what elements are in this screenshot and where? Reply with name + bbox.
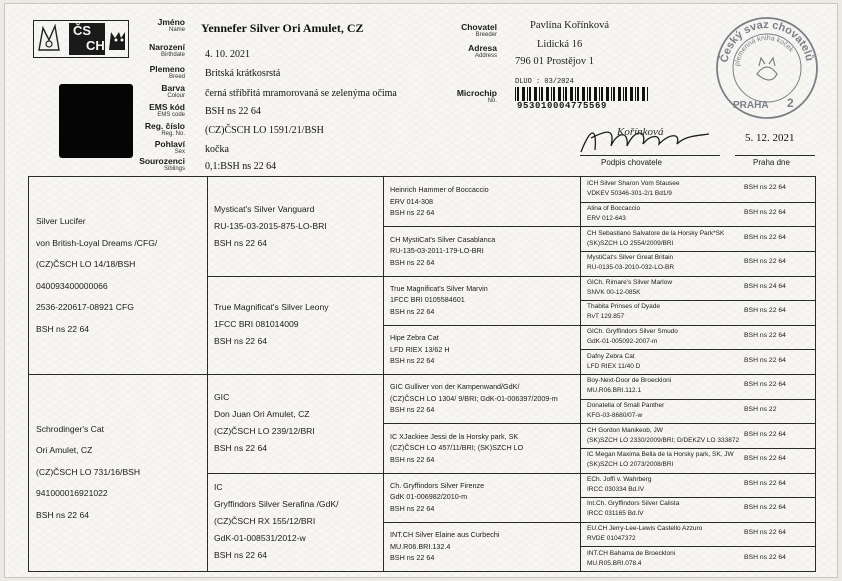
- ancestor-gen4-ems: BSH ns 22 64: [744, 504, 786, 512]
- ancestor-line: BSH ns 22 64: [214, 237, 268, 248]
- ancestor-gen4-ems: BSH ns 22 64: [744, 529, 786, 537]
- ancestor-line: BSH ns 22 64: [390, 454, 435, 464]
- organization-logo: [33, 20, 129, 58]
- microchip-label: Microchip No.: [456, 88, 497, 104]
- ancestor-gen4-6: [587, 302, 660, 322]
- ancestor-gen4-4: [587, 253, 674, 273]
- row-divider-gen4-13: [580, 497, 815, 498]
- row-divider-gen4-12: [580, 473, 815, 474]
- ancestor-line: RvT 129.857: [587, 313, 625, 321]
- ancestor-line: ICH Silver Sharon Vom Stausee: [587, 180, 680, 188]
- ancestor-line: Mysticat's Silver Vanguard: [214, 203, 315, 214]
- ancestor-line: INT.CH Bahama de Broeckloni: [587, 549, 676, 557]
- ancestor-line: (CZ)ČSCH LO 14/18/BSH: [36, 259, 136, 269]
- ancestor-gen1-2: [36, 419, 140, 527]
- row-divider-gen4-1: [580, 202, 815, 203]
- ancestor-line: BSH ns 22 64: [36, 323, 90, 334]
- address-label: Adresa Address: [468, 43, 497, 59]
- ancestor-line: 040093400000066: [36, 280, 108, 291]
- ancestor-line: CH Sebastiano Salvatore de la Horsky Park*SK: [587, 229, 725, 237]
- ancestor-gen4-11: [587, 426, 739, 446]
- ancestor-gen4-ems: BSH ns 22 64: [744, 184, 786, 192]
- date-underline: [735, 155, 815, 156]
- ancestor-line: Ch. Gryffindors Silver Firenze: [390, 480, 485, 490]
- ancestor-line: Hipe Zebra Cat: [390, 333, 439, 343]
- ancestor-line: BSH ns 22 64: [390, 553, 435, 563]
- ancestor-gen4-ems: BSH ns 22 64: [744, 479, 786, 487]
- ancestor-line: GIC Gulliver von der Kampenwand/GdK/: [390, 382, 520, 392]
- cat-name: Yennefer Silver Ori Amulet, CZ: [201, 21, 364, 35]
- ancestor-line: MU.R06.BRI.132.4: [390, 541, 451, 551]
- name-label: Jméno Name: [157, 17, 185, 33]
- ancestor-gen4-15: [587, 524, 702, 544]
- ancestor-line: MU.R05.BRI.078.4: [587, 559, 642, 567]
- row-divider-gen4-6: [580, 325, 815, 326]
- ancestor-line: IC XJackiee Jessi de la Horsky park, SK: [390, 431, 519, 441]
- svg-text:plemenná kniha koček: plemenná kniha koček: [734, 34, 795, 67]
- logo-text-right: CH: [86, 38, 105, 53]
- ancestor-gen2-1: [214, 201, 327, 252]
- ancestor-line: 1FCC BRI 0105584601: [390, 295, 465, 305]
- cat-sex: kočka: [205, 144, 229, 155]
- row-divider-gen4-5: [580, 300, 815, 301]
- ancestor-gen4-1: [587, 179, 680, 199]
- ancestor-gen4-14: [587, 499, 679, 519]
- birthdate-label: Narození Birthdate: [149, 42, 185, 58]
- ancestor-gen3-4: [390, 332, 450, 367]
- ancestor-line: 1FCC BRI 081014009: [214, 319, 299, 330]
- ancestor-line: IC: [214, 482, 223, 493]
- barcode-icon: [513, 87, 653, 101]
- signature-name-text: Kořínková: [617, 126, 664, 138]
- ancestor-line: LFD RIEX 13/62 H: [390, 344, 450, 354]
- ancestor-line: BSH ns 22 64: [214, 550, 268, 561]
- ancestor-gen4-ems: BSH ns 22 64: [744, 307, 786, 315]
- ancestor-line: Schrodinger's Cat: [36, 423, 105, 434]
- ems-label: EMS kód EMS code: [149, 102, 185, 118]
- ancestor-line: RU-135-03-2011-179-LO-BRI: [390, 246, 484, 256]
- ancestor-line: 941000016921022: [36, 488, 108, 499]
- row-divider-gen4-3: [580, 251, 815, 252]
- ancestor-line: Int.Ch. Gryffindors Silver Calista: [587, 500, 680, 508]
- ancestor-gen2-4: [214, 479, 339, 564]
- ancestor-line: Alina of Boccaccio: [587, 204, 641, 212]
- ancestor-line: MU.R06.BRI.112.1: [587, 387, 642, 395]
- row-divider-gen4-8: [580, 374, 815, 375]
- ancestor-line: Donatella of Small Panther: [587, 401, 665, 409]
- ancestor-gen4-3: [587, 229, 724, 249]
- ancestor-gen3-5: [390, 381, 558, 416]
- breeder-address-line1: Lidická 16: [537, 39, 583, 50]
- ancestor-line: CH MystiCat's Silver Casablanca: [390, 234, 496, 244]
- breeder-address-line2: 796 01 Prostějov 1: [515, 56, 595, 67]
- ancestor-gen4-5: [587, 278, 672, 298]
- ancestor-gen2-3: [214, 389, 315, 457]
- ancestor-line: Boy-Next-Door de Broeckloni: [587, 377, 672, 385]
- ancestor-line: (CZ)ČSCH LO 457/11/BRI; (SK)SZCH LO: [390, 443, 524, 453]
- ancestor-gen4-ems: BSH ns 22 64: [744, 258, 786, 266]
- ancestor-line: GICh. Gryffindors Silver Smudo: [587, 328, 678, 336]
- ancestor-gen4-ems: BSH ns 22 64: [744, 430, 786, 438]
- sex-label: Pohlaví Sex: [154, 139, 185, 155]
- ancestor-line: EU.CH Jerry-Lee-Lewis Castello Azzuro: [587, 525, 703, 533]
- ancestor-line: IRCC 031165 Bd.IV: [587, 510, 644, 518]
- reg-label: Reg. číslo Reg. No.: [144, 121, 185, 137]
- row-divider-gen4-7: [580, 349, 815, 350]
- ancestor-line: (CZ)ČSCH LO 1304/ 9/BRI; GdK-01-006397/2009-m: [390, 393, 558, 403]
- breeder-label: Chovatel Breeder: [461, 22, 497, 38]
- ancestor-line: BSH ns 22 64: [390, 356, 435, 366]
- cat-breed: Britská krátkosrstá: [205, 68, 281, 79]
- ancestor-gen4-13: [587, 475, 652, 495]
- ancestor-gen3-7: [390, 480, 484, 515]
- stamp-city: PRAHA: [733, 100, 769, 111]
- ancestor-gen4-ems: BSH ns 22: [744, 405, 777, 413]
- row-divider-gen4-2: [580, 226, 815, 227]
- ancestor-line: IC Megan Maxima Bella de la Horsky park, SK, JW: [587, 451, 734, 459]
- ancestor-line: BSH ns 22 64: [390, 257, 435, 267]
- pedigree-certificate: [4, 3, 838, 578]
- ancestor-line: (CZ)ČSCH LO 239/12/BRI: [214, 426, 315, 437]
- microchip-sticker: [513, 78, 655, 112]
- cat-reg-number: (CZ)ČSCH LO 1591/21/BSH: [205, 125, 324, 136]
- ancestor-line: Heinrich Hammer of Boccaccio: [390, 185, 489, 195]
- ancestor-line: RU-135-03-2015-875-LO-BRI: [214, 220, 327, 231]
- ancestor-line: (CZ)ČSCH RX 155/12/BRI: [214, 516, 316, 527]
- microchip-number: 953010004775569: [517, 101, 608, 111]
- ancestor-gen4-10: [587, 401, 664, 421]
- row-divider-gen4-9: [580, 399, 815, 400]
- cat-ems: BSH ns 22 64: [205, 106, 261, 117]
- cat-siblings: 0,1:BSH ns 22 64: [205, 161, 277, 172]
- row-divider-gen4-15: [580, 546, 815, 547]
- colour-label: Barva Colour: [161, 83, 185, 99]
- ancestor-line: GICh. Rimare's Silver Marlow: [587, 278, 673, 286]
- ancestor-line: BSH ns 22 64: [390, 503, 435, 513]
- ancestor-line: Silver Lucifer: [36, 216, 86, 226]
- ancestor-line: BSH ns 22 64: [214, 443, 268, 454]
- ancestor-gen4-ems: BSH ns 22 64: [744, 332, 786, 340]
- breed-label: Plemeno Breed: [149, 64, 185, 80]
- ancestor-line: BSH ns 22 64: [390, 405, 435, 415]
- ancestor-line: Thabita Prinses of Dyade: [587, 303, 660, 311]
- ancestor-line: GdK-01-005092-2007-m: [587, 338, 658, 346]
- signature-underline: [580, 155, 720, 156]
- ancestor-line: KFG-03-8680/07-w: [587, 411, 643, 419]
- ancestor-gen4-ems: BSH ns 22 64: [744, 553, 786, 561]
- signature-caption: Podpis chovatele: [601, 158, 662, 167]
- ancestor-gen4-7: [587, 327, 678, 347]
- ancestor-gen3-2: [390, 234, 495, 269]
- official-stamp: [713, 14, 821, 122]
- ancestor-line: Don Juan Ori Amulet, CZ: [214, 409, 310, 420]
- ancestor-line: MystiCat's Silver Great Britain: [587, 254, 674, 262]
- ancestor-line: Dafny Zebra Cat: [587, 352, 635, 360]
- ancestor-line: CH Gordon Manikeob, JW: [587, 426, 663, 434]
- ancestor-line: (CZ)ČSCH LO 731/16/BSH: [36, 466, 141, 477]
- ancestor-line: (SK)SZCH LO 2073/2008/BRI: [587, 461, 674, 469]
- logo-text-left: ČS: [73, 23, 92, 38]
- stamp-number: 2: [787, 96, 794, 110]
- ancestor-line: VDKEV 50346-301-2/1 Bd1/9: [587, 190, 672, 198]
- ancestor-gen4-ems: BSH ns 22 64: [744, 381, 786, 389]
- ancestor-line: Gryffindors Silver Serafina /GdK/: [214, 499, 339, 510]
- ancestor-line: IRCC 030334 Bd.IV: [587, 485, 645, 493]
- breeder-signature: [577, 122, 717, 158]
- row-divider-gen4-4: [580, 276, 815, 277]
- ancestor-line: BSH ns 22 64: [390, 208, 435, 218]
- place-caption: Praha dne: [753, 158, 790, 167]
- cat-colour: černá stříbřitá mramorovaná se zelenýma očima: [205, 88, 397, 99]
- ancestor-gen3-6: [390, 431, 523, 466]
- ancestor-line: True Magnificat's Silver Leony: [214, 302, 329, 313]
- ancestor-line: GIC: [214, 392, 230, 403]
- siblings-label: Sourozenci Siblings: [139, 156, 185, 172]
- ancestor-gen3-8: [390, 529, 499, 564]
- row-divider-gen4-10: [580, 423, 815, 424]
- svg-text:Český svaz chovatelů: Český svaz chovatelů: [718, 18, 816, 64]
- ancestor-line: ERV 012-643: [587, 214, 626, 222]
- ancestor-gen4-ems: BSH ns 22 64: [744, 356, 786, 364]
- ancestor-line: (SK)SZCH LO 2330/2009/BRI; D/DEKZV LO 333872: [587, 436, 740, 444]
- ancestor-line: RVDE 01047372: [587, 535, 636, 543]
- ancestor-gen4-ems: BSH ns 22 64: [744, 208, 786, 216]
- ancestor-line: GdK-01-008531/2012-w: [214, 533, 306, 544]
- ancestor-line: LFD RIEX 11/40 D: [587, 362, 641, 370]
- ancestor-line: ERV 014-308: [390, 196, 434, 206]
- ancestor-line: BSH ns 22 64: [390, 306, 435, 316]
- ancestor-line: Ori Amulet, CZ: [36, 445, 93, 456]
- issue-date: 5. 12. 2021: [745, 132, 795, 144]
- ancestor-gen3-3: [390, 283, 488, 318]
- ancestor-gen3-1: [390, 184, 489, 219]
- row-divider-gen4-11: [580, 448, 815, 449]
- ancestor-line: BSH ns 22 64: [36, 509, 90, 520]
- cat-birthdate: 4. 10. 2021: [205, 49, 250, 60]
- ancestor-line: SNVK 00-12-085K: [587, 288, 641, 296]
- ancestor-line: GdK 01-006982/2010-m: [390, 492, 468, 502]
- ancestor-line: BSH ns 22 64: [214, 336, 268, 347]
- ancestor-line: INT.CH Silver Elaine aus Curbechi: [390, 530, 500, 540]
- ancestor-gen4-ems: BSH ns 24 64: [744, 282, 786, 290]
- ancestor-gen4-2: [587, 204, 640, 224]
- ancestor-gen2-2: [214, 299, 329, 350]
- ancestor-line: (SK)SZCH LO 2554/2009/BRI: [587, 239, 674, 247]
- pedigree-table: [28, 176, 816, 572]
- ancestor-gen4-9: [587, 376, 671, 396]
- ancestor-gen4-12: [587, 450, 734, 470]
- ancestor-line: True Magnificat's Silver Marvin: [390, 283, 488, 293]
- cat-photo-placeholder: [59, 84, 133, 158]
- ancestor-line: 2536-220617-08921 CFG: [36, 302, 134, 312]
- row-divider-gen4-14: [580, 522, 815, 523]
- ancestor-line: RU-0135-03-2010-032-LO-BR: [587, 264, 675, 272]
- ancestor-line: von British-Loyal Dreams /CFG/: [36, 237, 158, 248]
- ancestor-gen4-ems: BSH ns 22 64: [744, 455, 786, 463]
- ancestor-line: ECh. Joffi v. Wahrberg: [587, 475, 652, 483]
- microchip-dluo: DLUO : 03/2024: [515, 78, 574, 86]
- ancestor-gen4-8: [587, 352, 640, 372]
- breeder-name: Pavlína Kořínková: [530, 20, 610, 31]
- ancestor-gen4-ems: BSH ns 22 64: [744, 233, 786, 241]
- ancestor-gen4-16: [587, 549, 675, 569]
- ancestor-gen1-1: [36, 211, 157, 340]
